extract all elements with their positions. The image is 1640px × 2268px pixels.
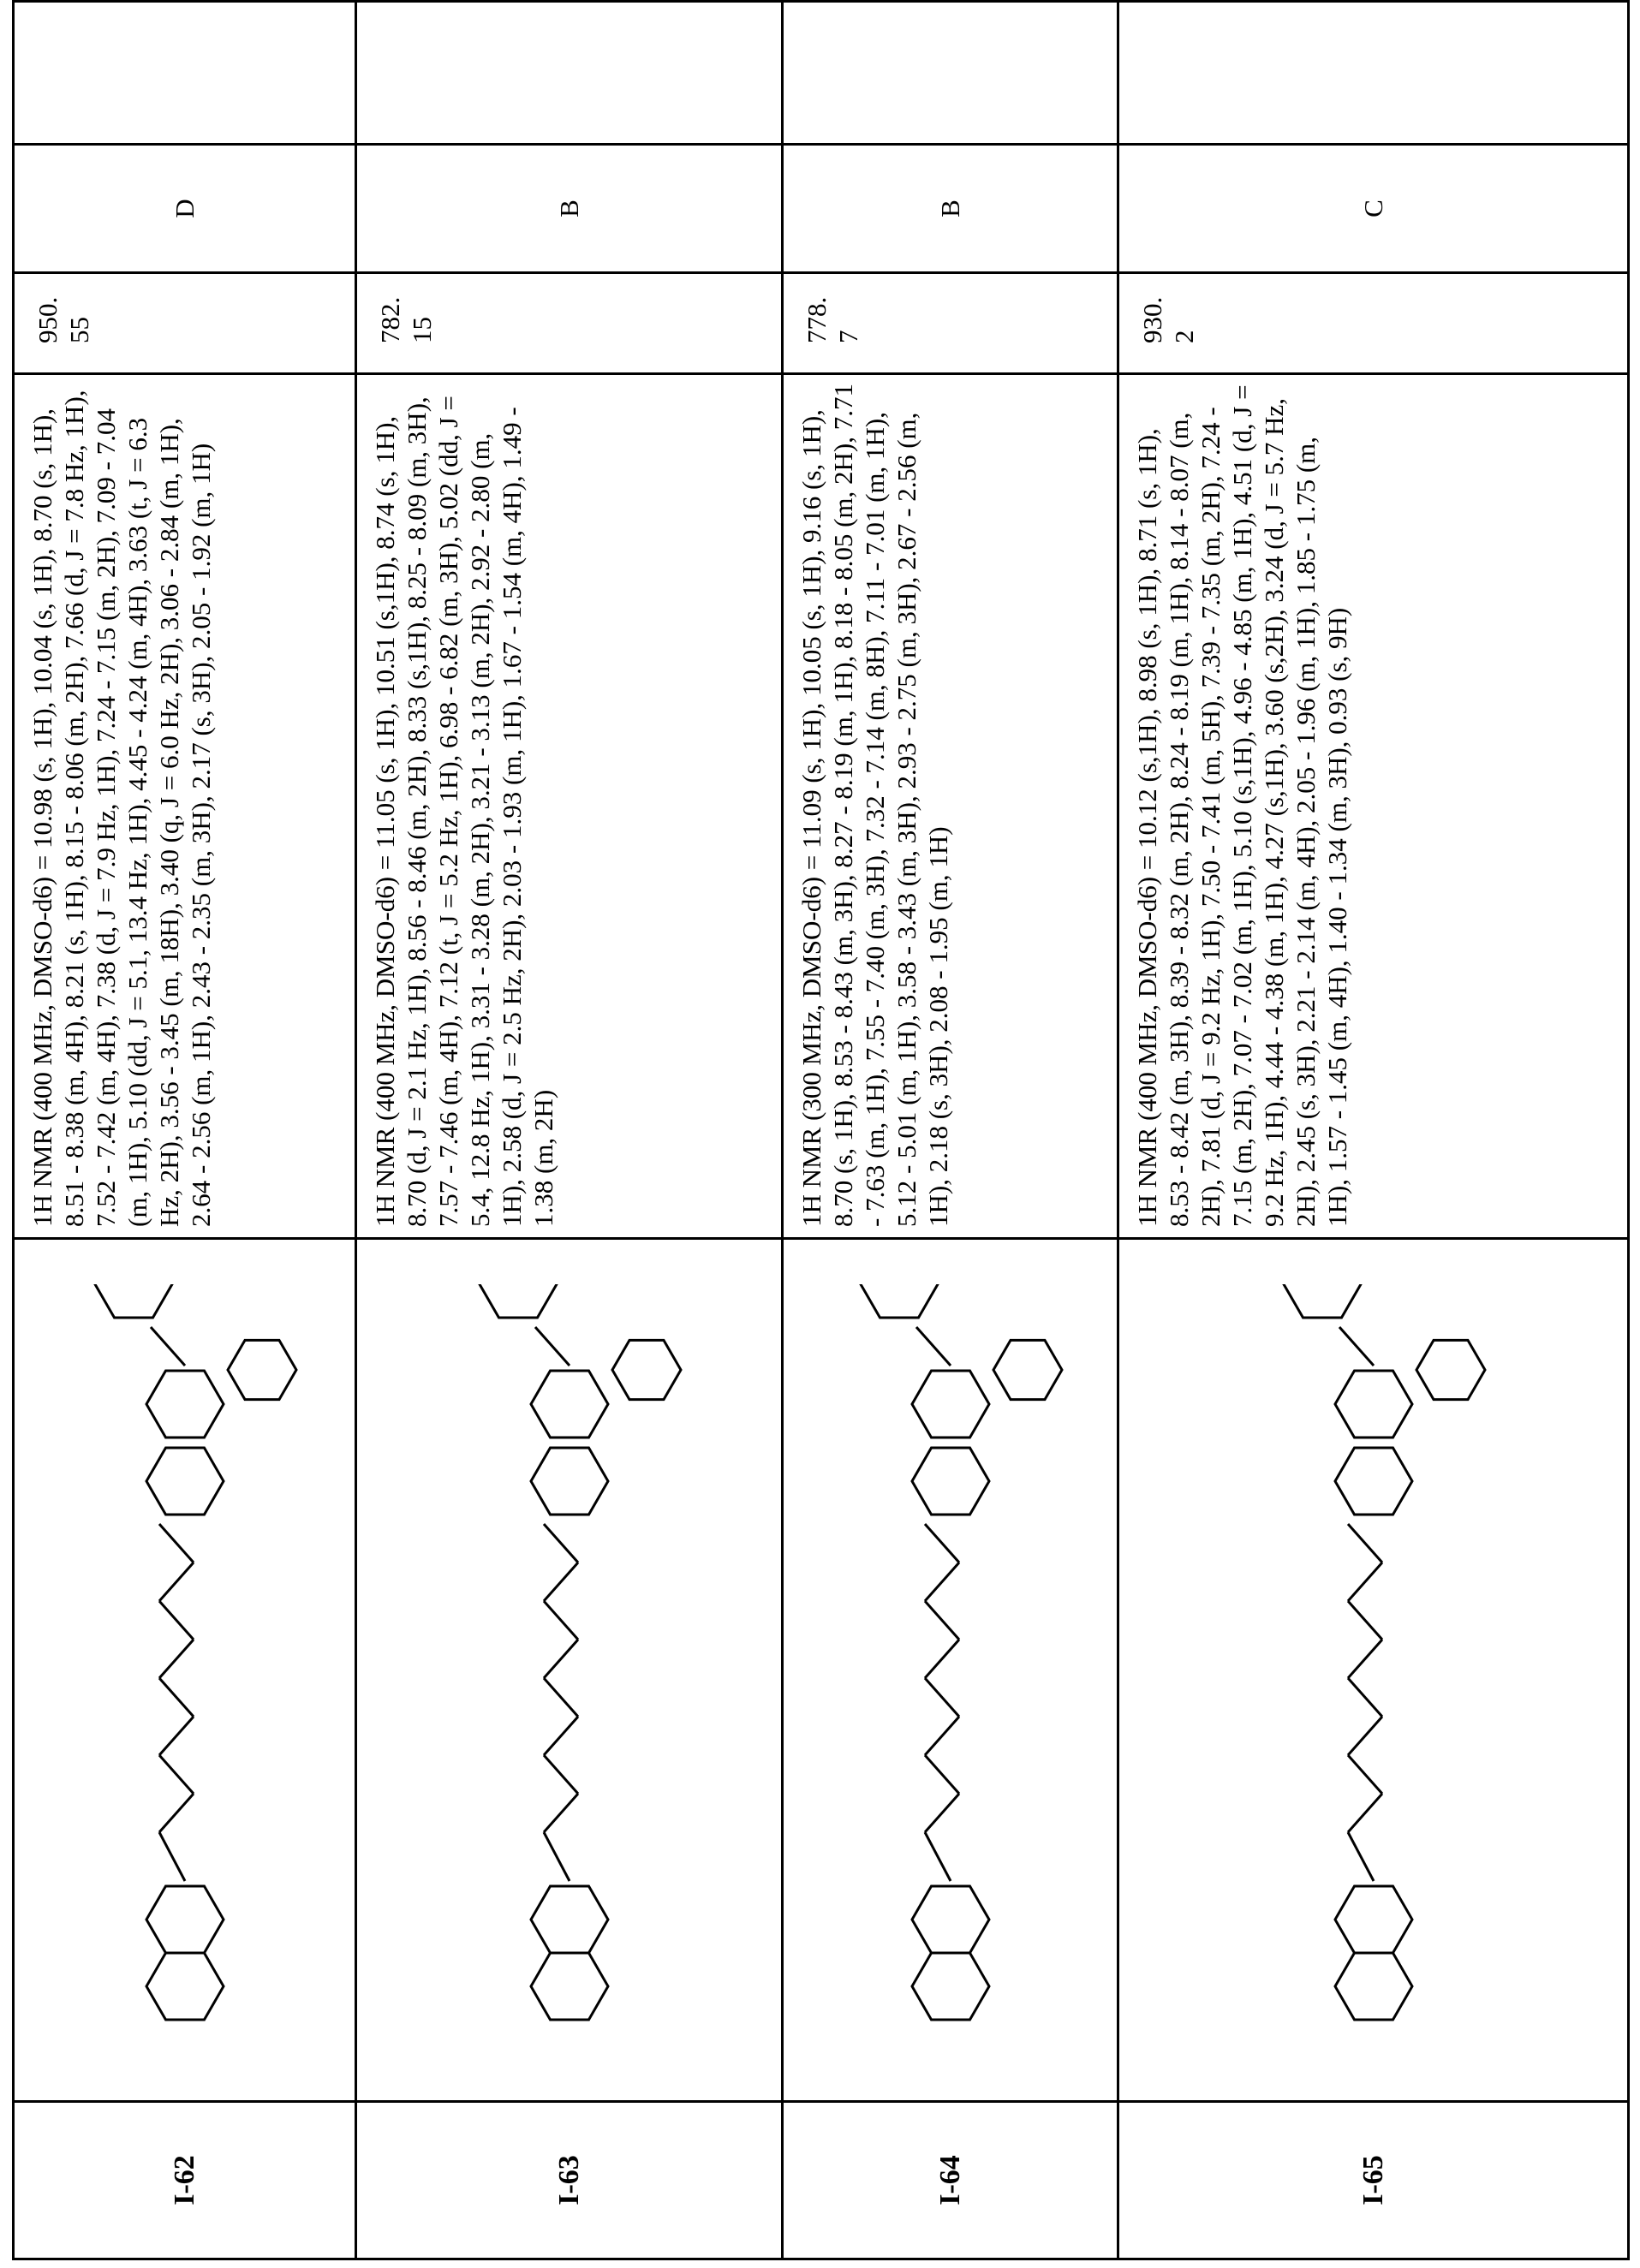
ring-bond [228, 1341, 296, 1400]
ring-bond [531, 1887, 608, 1954]
ring-bond [95, 1285, 172, 1319]
chemical-structure [1118, 1239, 1629, 2102]
chain-bond [544, 1563, 578, 1602]
nmr-data: 1H NMR (400 MHz, DMSO-d6) = 11.05 (s, 1H), 10.51 (s,1H), 8.74 (s, 1H), 8.70 (d, J = 2.1 Hz, 1H), 8.56 - 8.46 (m, 2H), 8.33 (s,1H), 8.25 - 8.09 (m, 3H), 7.57 - 7.46 (m, 4H), 7.12 (t, J = 5.2 Hz, 1H), 6.98 - 6.82 (m, 3H), 5.02 (dd, J = 5.4, 12.8 Hz, 1H), 3.31 - 3.28 (m, 2H), 3.21 - 3.13 (m, 2H), 2.92 - 2.80 (m, 1H), 2.58 (d, J = 2.5 Hz, 2H), 2.03 - 1.93 (m, 1H), 1.67 - 1.54 (m, 4H), 1.49 - 1.38 (m, 2H) [356, 374, 783, 1239]
chain-bond [925, 1525, 959, 1563]
chain-bond [159, 1679, 194, 1717]
ring-bond [861, 1285, 938, 1319]
nmr-data: 1H NMR (400 MHz, DMSO-d6) = 10.98 (s, 1H), 10.04 (s, 1H), 8.70 (s, 1H), 8.51 - 8.38 (m, 4H), 8.21 (s, 1H), 8.15 - 8.06 (m, 2H), 7.66 (d, J = 7.8 Hz, 1H), 7.52 - 7.42 (m, 4H), 7.38 (d, J = 7.9 Hz, 1H), 7.24 - 7.15 (m, 2H), 7.09 - 7.04 (m, 1H), 5.10 (dd, J = 5.1, 13.4 Hz, 1H), 4.45 - 4.24 (m, 4H), 3.63 (t, J = 6.3 Hz, 2H), 3.56 - 3.45 (m, 18H), 3.40 (q, J = 6.0 Hz, 2H), 3.06 - 2.84 (m, 1H), 2.64 - 2.56 (m, 1H), 2.43 - 2.35 (m, 3H), 2.17 (s, 3H), 2.05 - 1.92 (m, 1H) [14, 374, 356, 1239]
mass-spec-value [783, 273, 1118, 374]
table-row [356, 2, 783, 2259]
chain-bond [1348, 1563, 1382, 1602]
chemical-structure [783, 1239, 1118, 2102]
chain-bond [544, 1602, 578, 1640]
chain-bond [151, 1328, 185, 1366]
chain-bond [925, 1717, 959, 1756]
ms-value: 930. 2 [1137, 297, 1199, 343]
chain-bond [1348, 1679, 1382, 1717]
ring-bond [1335, 1887, 1412, 1954]
ring-bond [531, 1449, 608, 1515]
ring-bond [531, 1372, 608, 1438]
chain-bond [1348, 1756, 1382, 1795]
activity-grade: B [356, 145, 783, 273]
chain-bond [1348, 1602, 1382, 1640]
chain-bond [1348, 1640, 1382, 1679]
ring-bond [1284, 1285, 1361, 1319]
compound-id: I-63 [356, 2102, 783, 2259]
ring-bond [480, 1285, 557, 1319]
chain-bond [925, 1602, 959, 1640]
chain-bond [159, 1640, 194, 1679]
rotated-page [0, 0, 1640, 2268]
ring-bond [531, 1954, 608, 2021]
empty-cell [14, 2, 356, 145]
chain-bond [1348, 1525, 1382, 1563]
ring-bond [146, 1372, 224, 1438]
table-row [1118, 2, 1629, 2259]
chain-bond [544, 1525, 578, 1563]
chain-bond [916, 1328, 951, 1366]
chain-bond [925, 1640, 959, 1679]
chain-bond [159, 1525, 194, 1563]
chain-bond [925, 1833, 951, 1882]
ring-bond [912, 1887, 989, 1954]
chemical-structure [14, 1239, 356, 2102]
chain-bond [544, 1756, 578, 1795]
ring-bond [1416, 1341, 1485, 1400]
ms-value: 950. 55 [33, 297, 94, 343]
ms-value: 782. 15 [375, 297, 437, 343]
chain-bond [925, 1679, 959, 1717]
chain-bond [535, 1328, 570, 1366]
ring-bond [612, 1341, 681, 1400]
ring-bond [1335, 1372, 1412, 1438]
chain-bond [544, 1640, 578, 1679]
ring-bond [912, 1372, 989, 1438]
table-row [783, 2, 1118, 2259]
chain-bond [159, 1833, 185, 1882]
ring-bond [146, 1887, 224, 1954]
ring-bond [912, 1449, 989, 1515]
chain-bond [159, 1795, 194, 1833]
mass-spec-value [1118, 273, 1629, 374]
chain-bond [544, 1717, 578, 1756]
nmr-data: 1H NMR (300 MHz, DMSO-d6) = 11.09 (s, 1H), 10.05 (s, 1H), 9.16 (s, 1H), 8.70 (s, 1H), 8.53 - 8.43 (m, 3H), 8.27 - 8.19 (m, 1H), 8.18 - 8.05 (m, 2H), 7.71 - 7.63 (m, 1H), 7.55 - 7.40 (m, 3H), 7.32 - 7.14 (m, 8H), 7.11 - 7.01 (m, 1H), 5.12 - 5.01 (m, 1H), 3.58 - 3.43 (m, 3H), 2.93 - 2.75 (m, 3H), 2.67 - 2.56 (m, 1H), 2.18 (s, 3H), 2.08 - 1.95 (m, 1H) [783, 374, 1118, 1239]
chain-bond [159, 1756, 194, 1795]
chain-bond [1339, 1328, 1374, 1366]
compound-id: I-62 [14, 2102, 356, 2259]
mass-spec-value [14, 273, 356, 374]
chain-bond [1348, 1717, 1382, 1756]
compound-id: I-64 [783, 2102, 1118, 2259]
chain-bond [159, 1563, 194, 1602]
ring-bond [1335, 1954, 1412, 2021]
activity-grade: C [1118, 145, 1629, 273]
ring-bond [993, 1341, 1062, 1400]
chain-bond [925, 1563, 959, 1602]
activity-grade: B [783, 145, 1118, 273]
chain-bond [544, 1679, 578, 1717]
table-row [14, 2, 356, 2259]
chain-bond [1348, 1833, 1374, 1882]
chain-bond [159, 1717, 194, 1756]
compound-id: I-65 [1118, 2102, 1629, 2259]
ms-value: 778. 7 [802, 297, 863, 343]
compound-table [12, 0, 1630, 2260]
ring-bond [912, 1954, 989, 2021]
nmr-data: 1H NMR (400 MHz, DMSO-d6) = 10.12 (s,1H), 8.98 (s, 1H), 8.71 (s, 1H), 8.53 - 8.42 (m, 3H), 8.39 - 8.32 (m, 2H), 8.24 - 8.19 (m, 1H), 8.14 - 8.07 (m, 2H), 7.81 (d, J = 9.2 Hz, 1H), 7.50 - 7.41 (m, 5H), 7.39 - 7.35 (m, 2H), 7.24 - 7.15 (m, 2H), 7.07 - 7.02 (m, 1H), 5.10 (s,1H), 4.96 - 4.85 (m, 1H), 4.51 (d, J = 9.2 Hz, 1H), 4.44 - 4.38 (m, 1H), 4.27 (s,1H), 3.60 (s,2H), 3.24 (d, J = 5.7 Hz, 2H), 2.45 (s, 3H), 2.21 - 2.14 (m, 4H), 2.05 - 1.96 (m, 1H), 1.85 - 1.75 (m, 1H), 1.57 - 1.45 (m, 4H), 1.40 - 1.34 (m, 3H), 0.93 (s, 9H) [1118, 374, 1629, 1239]
chain-bond [925, 1756, 959, 1795]
empty-cell [783, 2, 1118, 145]
ring-bond [146, 1954, 224, 2021]
chemical-structure [356, 1239, 783, 2102]
empty-cell [356, 2, 783, 145]
ring-bond [1335, 1449, 1412, 1515]
activity-grade: D [14, 145, 356, 273]
chain-bond [1348, 1795, 1382, 1833]
mass-spec-value [356, 273, 783, 374]
chain-bond [159, 1602, 194, 1640]
chain-bond [544, 1833, 570, 1882]
ring-bond [146, 1449, 224, 1515]
chain-bond [544, 1795, 578, 1833]
chain-bond [925, 1795, 959, 1833]
empty-cell [1118, 2, 1629, 145]
